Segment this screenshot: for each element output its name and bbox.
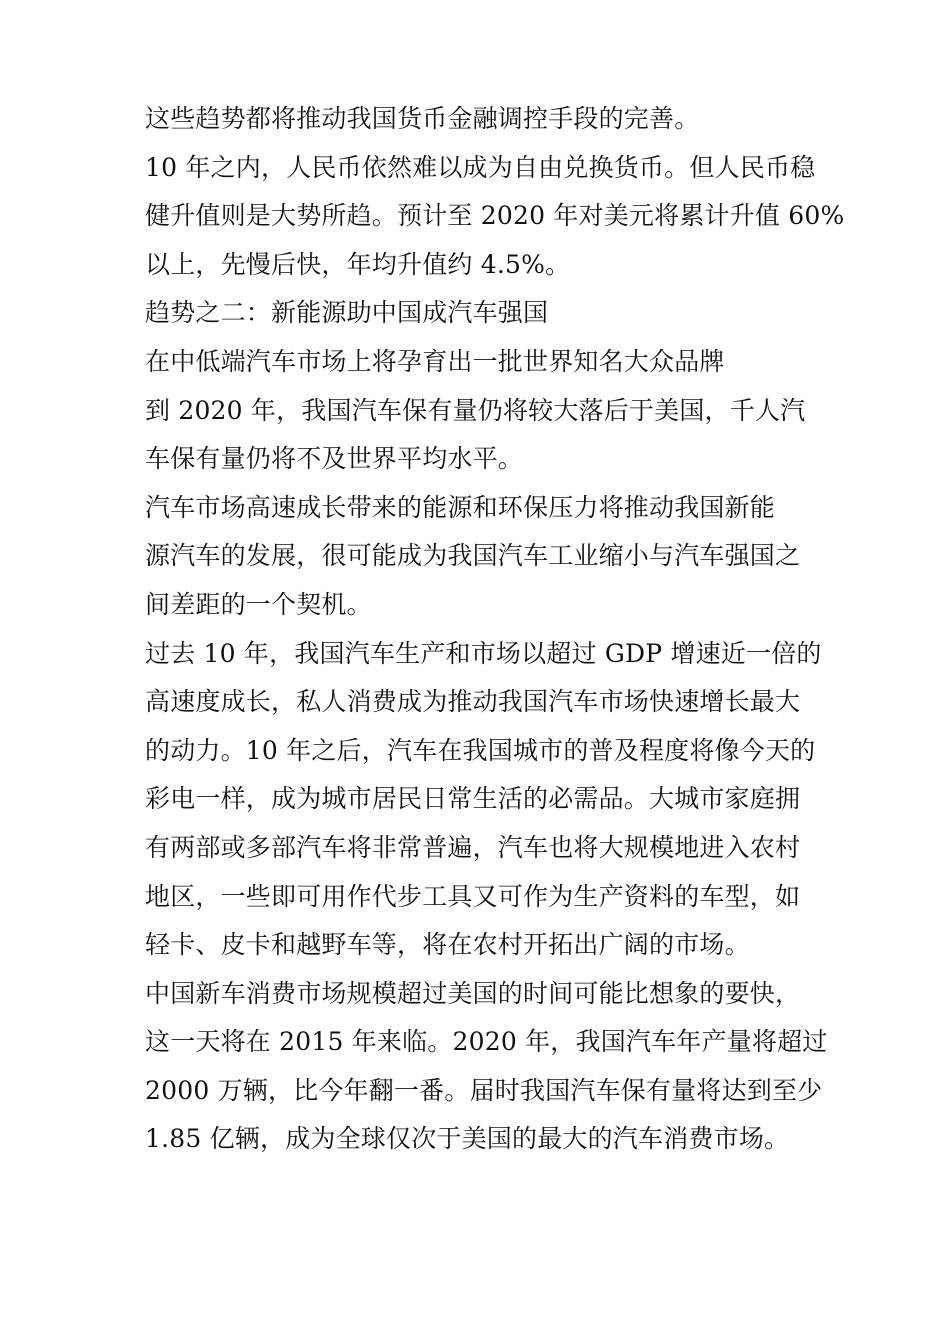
text-line: 车保有量仍将不及世界平均水平。 — [145, 444, 524, 474]
text-line: 1.85 亿辆，成为全球仅次于美国的最大的汽车消费市场。 — [145, 1124, 790, 1154]
text-line: 间差距的一个契机。 — [145, 589, 372, 619]
text-line: 到 2020 年，我国汽车保有量仍将较大落后于美国，千人汽 — [145, 395, 806, 425]
subheading: 在中低端汽车市场上将孕育出一批世界知名大众品牌 — [145, 346, 725, 376]
text-line: 高速度成长，私人消费成为推动我国汽车市场快速增长最大 — [145, 687, 801, 717]
text-line: 健升值则是大势所趋。预计至 2020 年对美元将累计升值 60% — [145, 201, 845, 231]
text-line: 有两部或多部汽车将非常普遍，汽车也将大规模地进入农村 — [145, 832, 801, 862]
text-line: 过去 10 年，我国汽车生产和市场以超过 GDP 增速近一倍的 — [145, 638, 822, 668]
text-line: 2000 万辆，比今年翻一番。届时我国汽车保有量将达到至少 — [145, 1075, 823, 1105]
text-line: 以上，先慢后快，年均升值约 4.5%。 — [145, 249, 571, 279]
document-body — [145, 95, 845, 1164]
text-line: 中国新车消费市场规模超过美国的时间可能比想象的要快， — [145, 978, 801, 1008]
text-line: 地区，一些即可用作代步工具又可作为生产资料的车型，如 — [145, 881, 801, 911]
text-line: 这一天将在 2015 年来临。2020 年，我国汽车年产量将超过 — [145, 1027, 828, 1057]
text-line: 的动力。10 年之后，汽车在我国城市的普及程度将像今天的 — [145, 735, 816, 765]
text-line: 源汽车的发展，很可能成为我国汽车工业缩小与汽车强国之 — [145, 541, 801, 571]
text-line: 轻卡、皮卡和越野车等，将在农村开拓出广阔的市场。 — [145, 930, 750, 960]
text-line: 这些趋势都将推动我国货币金融调控手段的完善。 — [145, 104, 700, 133]
text-line: 汽车市场高速成长带来的能源和环保压力将推动我国新能 — [145, 492, 776, 522]
text-line: 彩电一样，成为城市居民日常生活的必需品。大城市家庭拥 — [145, 784, 801, 814]
text-line: 10 年之内，人民币依然难以成为自由兑换货币。但人民币稳 — [145, 152, 816, 182]
section-heading: 趋势之二：新能源助中国成汽车强国 — [145, 298, 549, 328]
